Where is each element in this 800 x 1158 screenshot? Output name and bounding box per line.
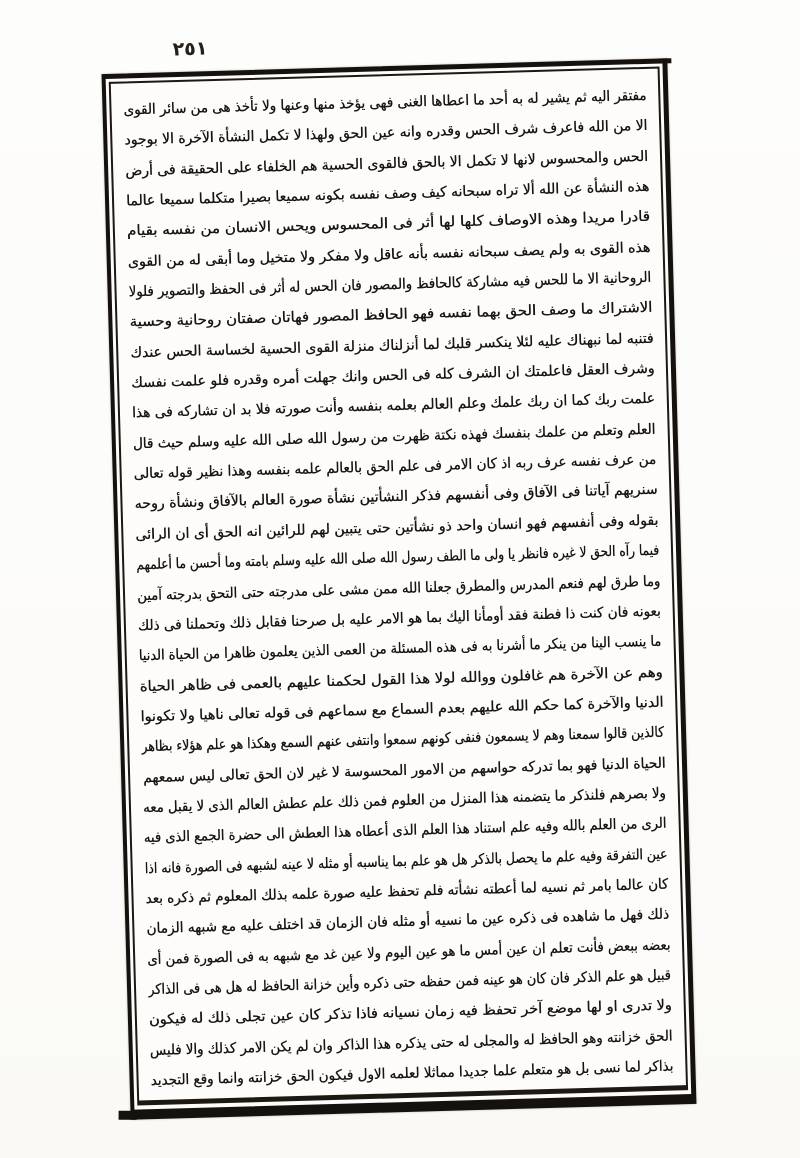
- border-ink-overshoot: [659, 58, 671, 63]
- text-line: ولا بصرهم فلنذكر ما يتضمنه هذا المنزل من العلوم فمن ذلك علم عطش العالم الذى لا يقبل معه: [142, 785, 667, 817]
- text-line: مفتقر اليه ثم يشير له به أحد ما اعطاها الغنى فهى يؤخذ منها وعنها ولا تأخذ هى من سائر القوى: [123, 87, 647, 119]
- text-line: كالذين قالوا سمعنا وهم لا يسمعون فنفى كونهم سمعوا وانتفى عنهم السمع وهكذا هو علم هؤلاء بظاهر: [141, 724, 665, 756]
- text-line: هذه القوى به ولم يصف سبحانه نفسه بأنه عاقل ولا مفكر ولا متخيل وما أبقى له من القوى: [127, 239, 651, 271]
- text-line: الاشتراك ما وصف الحق بهما نفسه فهو الحافظ المصور فهاتان صفتان روحانية وحسية: [129, 300, 653, 331]
- text-line: ذلك فهل ما شاهده فى ذكره عين ما نسيه أو مثله فان الزمان قد اختلف عليه مع شبهه الزمان: [146, 906, 670, 938]
- text-line: علمت ربك كما ان ربك علمك وعلم العالم بعلمه بنفسه وأنت صورته فلا بد ان تشاركه فى هذا: [131, 391, 656, 422]
- text-block: [123, 81, 674, 1092]
- text-line: الحس والمحسوس لانها لا تكمل الا بالحق فالقوى الحسية هم الخلفاء على الحقيقة فى أرض: [125, 148, 649, 180]
- text-line: وشرف العقل فاعلمتك ان الشرف كله فى الحس وانك جهلت أمره وقدره فلو علمت نفسك: [130, 360, 655, 392]
- page-number: ٢٥١: [172, 37, 208, 61]
- border-ink-overshoot: [119, 1111, 137, 1120]
- text-line: ما ينسب الينا من ينكر ما أشرنا به فى هذه المسئلة من العمى الذين يعلمون ظاهرا من الحياة الدنيا: [138, 633, 662, 665]
- text-frame-border: [102, 58, 697, 1119]
- text-line: العلم وتعلم من علمك بنفسك فهذه نكتة ظهرت من رسول الله صلى الله عليه وسلم حيث قال: [132, 421, 656, 453]
- text-line: كان عالما بامر ثم نسيه لما أعطته نشأته فلم تحفظ عليه صورة علمه بذلك المعلوم ثم ذكره بعد: [145, 876, 669, 908]
- text-line: الا من الله فاعرف شرف الحس وقدره وانه عين الحق ولهذا لا تكمل النشأة الآخرة الا بوجود: [124, 118, 648, 149]
- text-line: الدنيا والآخرة كما حكم الله عليهم بعدم السماع مع سماعهم فى قوله تعالى ناهيا ولا تكونوا: [140, 694, 664, 726]
- text-line: هذه النشأة عن الله ألا تراه سبحانه كيف وصف نفسه بكونه سميعا بصيرا متكلما سميعا عالما: [125, 178, 650, 210]
- text-line: بعضه ببعض فأنت تعلم ان عين أمس ما هو عين اليوم ولا عين غد مع شبهه به فى الصورة فمن أى: [146, 937, 671, 968]
- text-line: بقوله وفى أنفسهم فهو انسان واحد ذو نشأتين حتى يتبين لهم للرائين انه الحق أى ان الرائى: [135, 512, 659, 544]
- text-line: بذاكر لما نسى بل هو متعلم علما جديدا مماثلا لعلمه الاول فيكون الحق خزانته وانما وقع التجديد: [150, 1058, 674, 1090]
- text-line: فيما رآه الحق لا غيره فانظر يا ولى ما الطف رسول الله صلى الله عليه وسلم بامته وما أحسن ما أعلمهم: [136, 542, 660, 574]
- inner-rule-border: [109, 67, 688, 1106]
- text-line: عين التفرقة وفيه علم ما يحصل بالذكر هل هو علم بما يناسبه أو مثله لا عينه لشبهه فى الصورة فانه اذا: [144, 846, 668, 877]
- text-line: الرى من العلم بالله وفيه علم استناد هذا العلم الذى أعطاه هذا العطش الى حضرة الجمع الذى فيه: [143, 815, 667, 847]
- text-line: ولا تدرى او لها موضع آخر تحفظ فيه زمان نسيانه فاذا تذكر كان عين تجلى ذلك له فيكون: [148, 997, 672, 1029]
- text-line: وهم عن الآخرة هم غافلون ووالله لولا هذا القول لحكمنا عليهم بالعمى فى ظاهر الحياة: [139, 664, 663, 695]
- text-line: الحق خزانته وهو الحافظ له والمجلى له حتى يذكره هذا الذاكر وان لم يكن الامر كذلك والا فليس: [149, 1028, 673, 1059]
- text-line: وما طرق لهم فنعم المدرس والمطرق جعلنا الله ممن مشى على مدرجته حتى التحق بدرجته آمين: [136, 573, 661, 604]
- text-line: فتنبه لما نبهناك عليه لئلا ينكسر قلبك لما أنزلناك منزلة القوى الحسية لخساسة الحس عندك: [129, 330, 654, 362]
- text-line: بعونه فان كنت ذا فطنة فقد أومأنا اليك بما هو الامر عليه بل صرحنا فقابل ذلك وتحملنا فى ذلك: [137, 603, 661, 635]
- text-line: الروحانية الا ما للحس فيه مشاركة كالحافظ والمصور فان الحس له أثر فى الحفظ والتصوير فلولا: [128, 269, 652, 301]
- text-line: الحياة الدنيا فهو بما تدركه حواسهم من الامور المحسوسة لا غير لان الحق تعالى ليس سمعهم: [142, 755, 666, 786]
- text-line: سنريهم آياتنا فى الآفاق وفى أنفسهم فذكر النشأتين نشأة صورة العالم بالآفاق ونشأة روحه: [134, 482, 658, 513]
- text-line: قبيل هو علم الذكر فان كان هو عينه فمن حفظه حتى ذكره وأين خزانة الحافظ له هل هى فى الذاكر: [148, 967, 672, 999]
- text-line: قادرا مريدا وهذه الاوصاف كلها لها أثر فى المحسوس ويحس الانسان من نفسه بقيام: [126, 209, 650, 240]
- text-line: من عرف نفسه عرف ربه اذ كان الامر فى علم الحق بالعالم علمه بنفسه وهذا نظير قوله تعالى: [133, 451, 657, 483]
